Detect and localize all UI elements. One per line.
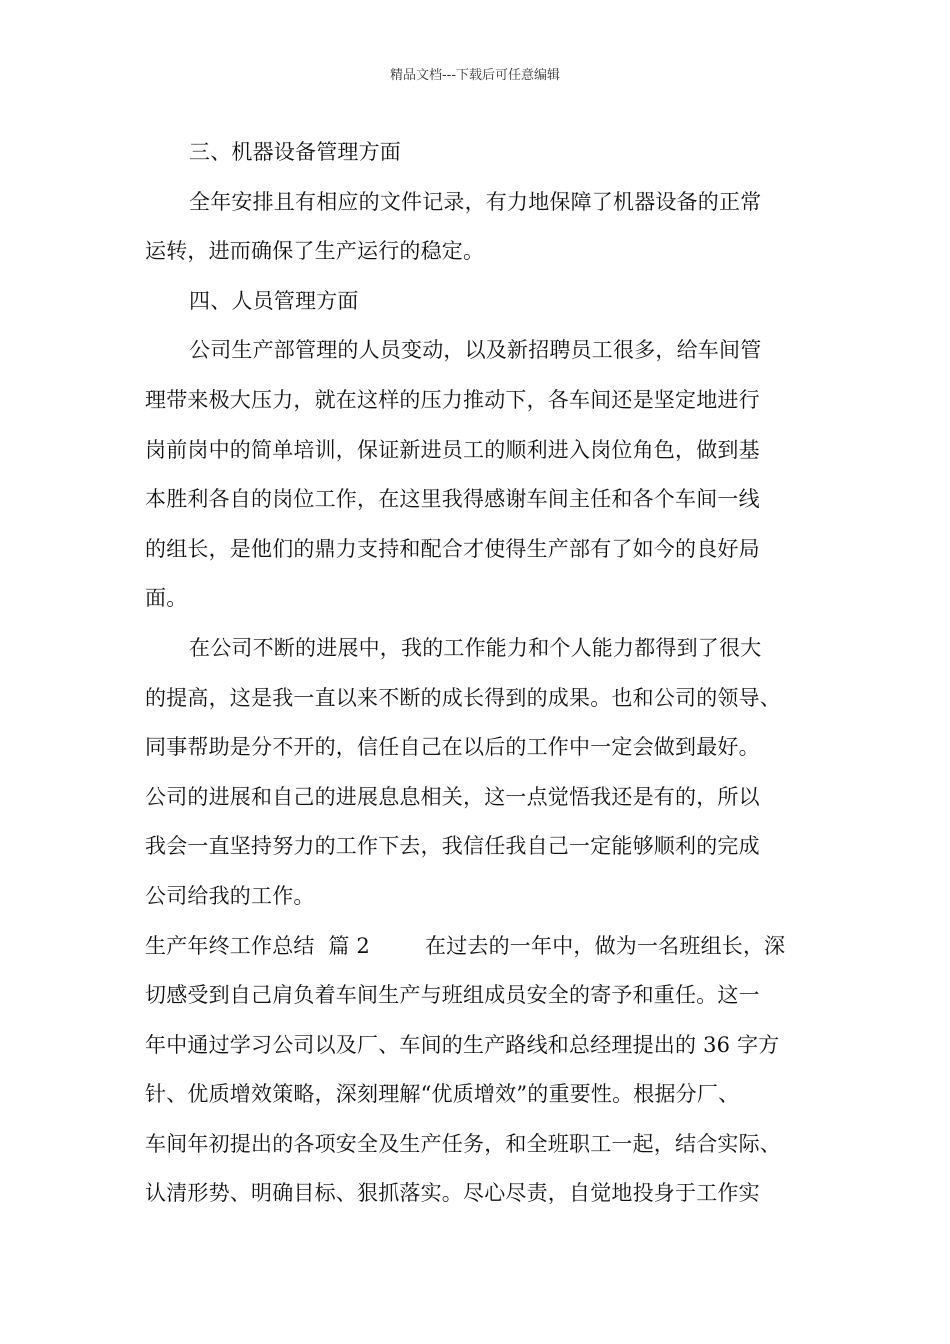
paragraph-line: 年中通过学习公司以及厂、车间的生产路线和总经理提出的 36 字方 (145, 1032, 780, 1057)
paragraph-line: 公司的进展和自己的进展息息相关，这一点觉悟我还是有的，所以 (145, 784, 760, 809)
paragraph-line: 的组长，是他们的鼎力支持和配合才使得生产部有了如今的良好局 (145, 536, 760, 561)
page-header: 精品文档---下载后可任意编辑 (389, 68, 561, 83)
paragraph-line: 认清形势、明确目标、狠抓落实。尽心尽责，自觉地投身于工作实 (145, 1181, 760, 1206)
paragraph-line: 在公司不断的进展中，我的工作能力和个人能力都得到了很大 (189, 635, 762, 660)
heading-personnel-management: 四、人员管理方面 (189, 288, 359, 313)
paragraph-line: 切感受到自己肩负着车间生产与班组成员安全的寄予和重任。这一 (145, 983, 760, 1008)
paragraph-line: 理带来极大压力，就在这样的压力推动下，各车间还是坚定地进行 (145, 387, 760, 412)
paragraph-line: 公司生产部管理的人员变动，以及新招聘员工很多，给车间管 (189, 338, 762, 363)
paragraph-line: 车间年初提出的各项安全及生产任务，和全班职工一起，结合实际、 (145, 1131, 781, 1156)
paragraph-line: 岗前岗中的简单培训，保证新进员工的顺利进入岗位角色，做到基 (145, 437, 760, 462)
paragraph-line: 的提高，这是我一直以来不断的成长得到的成果。也和公司的领导、 (145, 685, 781, 710)
paragraph-line: 同事帮助是分不开的，信任自己在以后的工作中一定会做到最好。 (145, 735, 760, 760)
paragraph-line: 我会一直坚持努力的工作下去，我信任我自己一定能够顺利的完成 (145, 834, 760, 859)
paragraph-line: 面。 (145, 586, 188, 611)
paragraph-line: 运转，进而确保了生产运行的稳定。 (145, 239, 485, 264)
paragraph-line: 本胜利各自的岗位工作，在这里我得感谢车间主任和各个车间一线 (145, 487, 760, 512)
heading-equipment-management: 三、机器设备管理方面 (189, 140, 401, 164)
section-title-line: 生产年终工作总结 篇 2 在过去的一年中，做为一名班组长，深 (145, 933, 786, 958)
paragraph-line: 全年安排且有相应的文件记录，有力地保障了机器设备的正常 (189, 189, 762, 214)
paragraph-line: 公司给我的工作。 (145, 883, 315, 908)
paragraph-line: 针、优质增效策略，深刻理解“优质增效”的重要性。根据分厂、 (145, 1082, 740, 1107)
document-body (145, 128, 835, 1219)
